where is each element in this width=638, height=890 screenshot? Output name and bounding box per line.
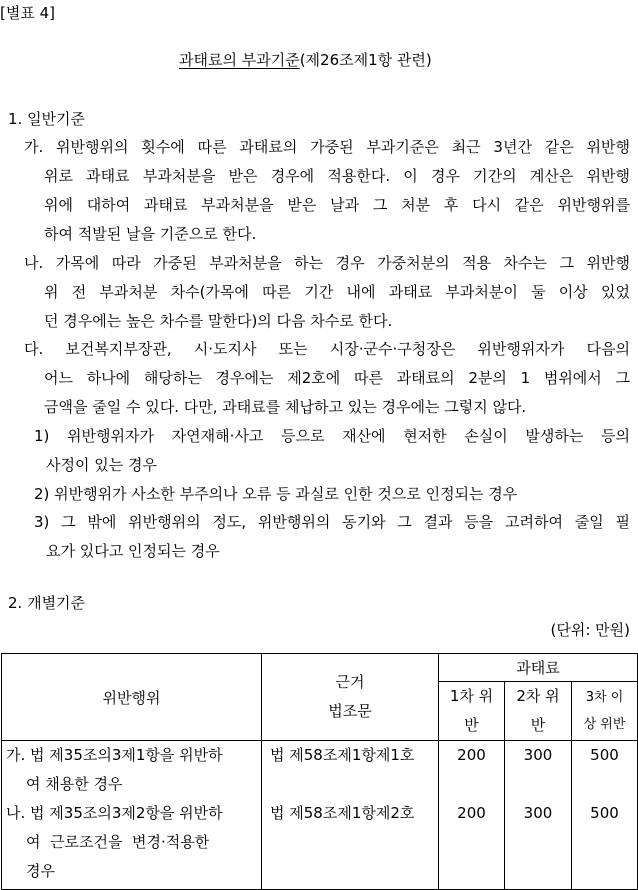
title-suffix: (제26조제1항 관련) <box>299 51 432 69</box>
row-ga-first: 200 <box>439 741 505 800</box>
row-na-violation <box>2 799 262 889</box>
row-ga-legal-basis: 법 제58조제1항제1호 <box>262 741 439 800</box>
subitem-3-line-2: 요가 있다고 인정되는 경우 <box>46 542 220 560</box>
header-third-line1: 3차 이 <box>585 690 624 705</box>
header-legal-basis <box>262 654 439 741</box>
header-fine: 과태료 <box>439 654 638 682</box>
item-na-line-3: 던 경우에는 높은 차수를 말한다)의 다음 차수로 한다. <box>44 312 393 330</box>
item-na-line-1: 나. 가목에 따라 가중된 부과처분을 하는 경우 가중처분의 적용 차수는 그 위반행 <box>24 254 630 272</box>
header-third-line2: 상 위반 <box>583 717 626 732</box>
header-third-violation <box>572 682 638 741</box>
header-first-line1: 1차 위 <box>449 687 494 705</box>
annex-label: [별표 4] <box>0 4 55 22</box>
item-na-line-2: 위 전 부과처분 차수(가목에 따른 기간 내에 과태료 부과처분이 둘 이상 있었 <box>44 283 630 301</box>
row-na-legal-basis: 법 제58조제1항제2호 <box>262 799 439 889</box>
item-ga-line-1: 가. 위반행위의 횟수에 따른 과태료의 가중된 부과기준은 최근 3년간 같은 위반행 <box>24 138 630 156</box>
item-ga-line-4: 하여 적발된 날을 기준으로 한다. <box>44 225 257 243</box>
row-na-second: 300 <box>505 799 572 889</box>
header-second-violation <box>505 682 572 741</box>
row-na-third: 500 <box>572 799 638 889</box>
row-ga-violation-line1: 가. 법 제35조의3제1항을 위반하 <box>6 746 223 764</box>
row-ga-violation-line2: 여 채용한 경우 <box>26 775 123 793</box>
row-na-first: 200 <box>439 799 505 889</box>
row-ga-third: 500 <box>572 741 638 800</box>
header-legal-basis-line2: 법조문 <box>328 702 372 720</box>
section-heading-general: 1. 일반기준 <box>8 110 86 128</box>
table-row <box>2 741 638 800</box>
header-second-line2: 반 <box>530 716 546 734</box>
header-second-line1: 2차 위 <box>516 687 560 705</box>
title-main: 과태료의 부과기준 <box>179 51 300 69</box>
section-heading-specific: 2. 개별기준 <box>8 594 86 612</box>
item-da-line-3: 금액을 줄일 수 있다. 다만, 과태료를 체납하고 있는 경우에는 그렇지 않다. <box>44 398 527 416</box>
fine-table <box>1 653 638 890</box>
subitem-1-line-2: 사정이 있는 경우 <box>46 456 157 474</box>
subitem-2-line-1: 2) 위반행위가 사소한 부주의나 오류 등 과실로 인한 것으로 인정되는 경우 <box>34 485 518 503</box>
header-violation: 위반행위 <box>2 654 262 741</box>
row-ga-violation <box>2 741 262 800</box>
item-ga-line-3: 위에 대하여 과태료 부과처분을 받은 날과 그 처분 후 다시 같은 위반행위를 <box>44 196 630 214</box>
header-legal-basis-line1: 근거 <box>335 673 365 691</box>
item-da-line-1: 다. 보건복지부장관, 시·도지사 또는 시장·군수·구청장은 위반행위자가 다음의 <box>24 340 630 358</box>
item-ga-line-2: 위로 과태료 부과처분을 받은 경우에 적용한다. 이 경우 기간의 계산은 위반행 <box>44 167 630 185</box>
unit-label: (단위: 만원) <box>550 621 630 639</box>
row-na-violation-line2: 여 근로조건을 변경·적용한 <box>26 833 210 851</box>
row-ga-second: 300 <box>505 741 572 800</box>
row-na-violation-line3: 경우 <box>26 862 55 880</box>
item-da-line-2: 어느 하나에 해당하는 경우에는 제2호에 따른 과태료의 2분의 1 범위에서 그 <box>44 369 630 387</box>
row-na-violation-line1: 나. 법 제35조의3제2항을 위반하 <box>6 804 223 822</box>
document-title <box>179 49 432 70</box>
subitem-3-line-1: 3) 그 밖에 위반행위의 정도, 위반행위의 동기와 그 결과 등을 고려하여 줄일 필 <box>34 513 630 531</box>
header-first-line2: 반 <box>464 716 479 734</box>
table-row <box>2 799 638 889</box>
subitem-1-line-1: 1) 위반행위자가 자연재해·사고 등으로 재산에 현저한 손실이 발생하는 등의 <box>34 427 630 445</box>
header-first-violation <box>439 682 505 741</box>
